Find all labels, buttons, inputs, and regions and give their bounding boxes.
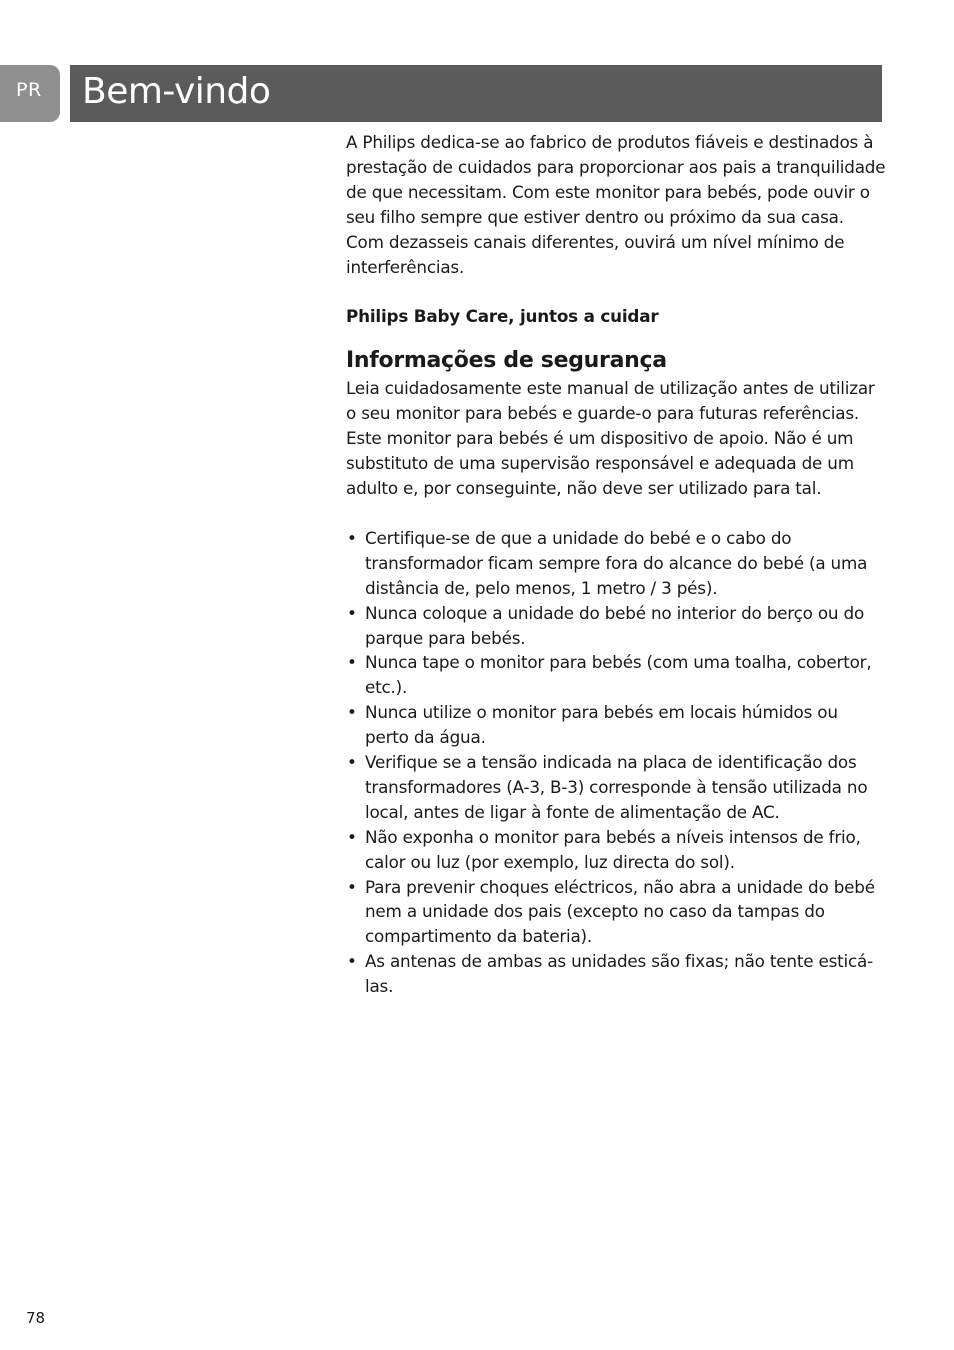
list-item — [346, 949, 886, 999]
list-item-text: Não exponha o monitor para bebés a níveis intensos de frio, calor ou luz (por exemplo, luz directa do sol). — [365, 826, 861, 872]
list-item-text: Verifique se a tensão indicada na placa de identificação dos transformadores (A-3, B-3) corresponde à tensão utilizada no local, antes de ligar à fonte de alimentação de AC. — [365, 752, 868, 822]
bullet-icon: • — [347, 652, 357, 673]
list-item-text: As antenas de ambas as unidades são fixas; não tente esticá-las. — [365, 951, 873, 997]
language-tab — [0, 65, 60, 122]
bullet-icon: • — [347, 702, 357, 723]
intro-paragraph: A Philips dedica-se ao fabrico de produtos fiáveis e destinados à prestação de cuidados para proporcionar aos pais a tranquilidade de que necessitam. Com este monitor para bebés, pode ouvir o seu filho sempre que estiver dentro ou próximo da sua casa. Com dezasseis canais diferentes, ouvirá um nível mínimo de interferências. — [346, 132, 886, 277]
safety-intro: Leia cuidadosamente este manual de utilização antes de utilizar o seu monitor para bebés e guarde-o para futuras referências. Este monitor para bebés é um dispositivo de apoio. Não é um substituto de uma supervisão responsável e adequada de um adulto e, por conseguinte, não deve ser utilizado para tal. — [346, 378, 875, 498]
page-title: Bem-vindo — [82, 71, 271, 112]
language-tab-label: PR — [16, 79, 42, 101]
list-item — [346, 825, 886, 875]
tagline: Philips Baby Care, juntos a cuidar — [346, 306, 659, 327]
list-item — [346, 601, 886, 651]
safety-heading: Informações de segurança — [346, 348, 667, 374]
main-content — [346, 130, 886, 999]
bullet-icon: • — [347, 826, 357, 847]
list-item — [346, 650, 886, 700]
safety-list — [346, 526, 886, 999]
bullet-icon: • — [347, 602, 357, 623]
list-item-text: Nunca utilize o monitor para bebés em locais húmidos ou perto da água. — [365, 702, 838, 748]
bullet-icon: • — [347, 951, 357, 972]
list-item — [346, 875, 886, 950]
bullet-icon: • — [347, 527, 357, 548]
list-item-text: Nunca tape o monitor para bebés (com uma toalha, cobertor, etc.). — [365, 652, 872, 698]
list-item-text: Certifique-se de que a unidade do bebé e o cabo do transformador ficam sempre fora do alcance do bebé (a uma distância de, pelo menos, 1 metro / 3 pés). — [365, 527, 868, 598]
list-item-text: Para prevenir choques eléctricos, não abra a unidade do bebé nem a unidade dos pais (excepto no caso da tampas do compartimento da bateria). — [365, 876, 875, 947]
list-item — [346, 526, 886, 601]
list-item-text: Nunca coloque a unidade do bebé no interior do berço ou do parque para bebés. — [365, 602, 865, 648]
list-item — [346, 700, 886, 750]
bullet-icon: • — [347, 876, 357, 897]
title-bar — [70, 65, 882, 122]
list-item — [346, 750, 886, 825]
page-number: 78 — [26, 1309, 46, 1327]
bullet-icon: • — [347, 752, 357, 773]
